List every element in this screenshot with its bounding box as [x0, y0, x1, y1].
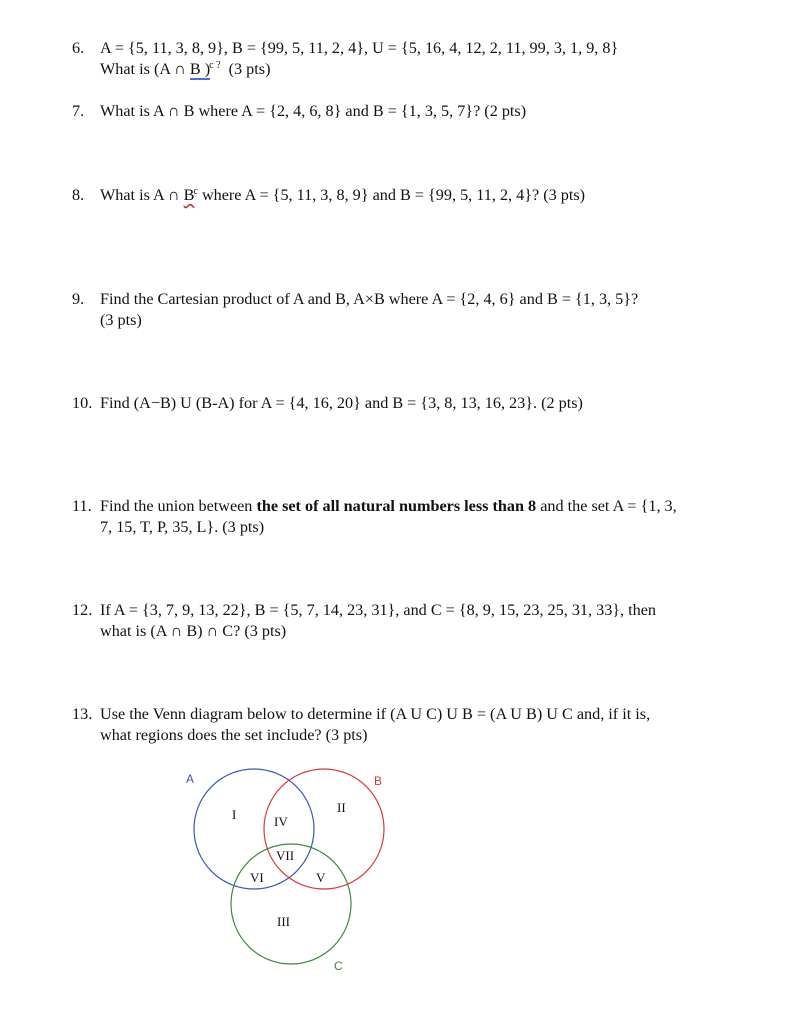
question-11: [72, 496, 762, 538]
question-number: 13.: [72, 705, 93, 723]
question-6-text-a: What is (A ∩: [100, 60, 190, 78]
region-label-ii: II: [337, 800, 346, 815]
question-8-text-b: B: [183, 186, 195, 204]
venn-diagram: [170, 765, 400, 975]
question-11-text-c: and the set A = {1, 3,: [536, 497, 677, 515]
question-8: [72, 185, 762, 208]
question-6: [72, 38, 762, 82]
question-7-line-1: What is A ∩ B where A = {2, 4, 6, 8} and B = {1, 3, 5, 7}? (2 pts): [100, 102, 527, 120]
question-12-line-2: what is (A ∩ B) ∩ C? (3 pts): [100, 622, 287, 640]
region-label-vi: VI: [250, 870, 264, 885]
region-label-v: V: [316, 870, 326, 885]
question-13: [72, 704, 762, 746]
complement-superscript: c: [193, 186, 198, 197]
question-11-line-2: 7, 15, T, P, 35, L}. (3 pts): [100, 518, 265, 536]
question-9: [72, 289, 762, 331]
question-12: [72, 600, 762, 642]
question-8-line-1: [72, 185, 762, 208]
question-number: 12.: [72, 601, 93, 619]
question-13-line-1: Use the Venn diagram below to determine if (A U C) U B = (A U B) U C and, if it is,: [100, 705, 651, 723]
question-8-text-c: where A = {5, 11, 3, 8, 9} and B = {99, 5, 11, 2, 4}? (3 pts): [197, 186, 586, 204]
set-a-label: A: [186, 772, 195, 786]
question-number: 6.: [72, 39, 85, 57]
set-c-label: C: [334, 959, 343, 973]
region-label-iv: IV: [274, 814, 288, 829]
question-7: [72, 101, 762, 122]
question-number: 9.: [72, 290, 85, 308]
question-6-line-2: [72, 59, 762, 82]
complement-superscript: c: [209, 60, 214, 71]
region-label-i: I: [232, 807, 237, 822]
question-13-line-2: what regions does the set include? (3 pts): [100, 726, 368, 744]
question-6-q: ?: [213, 60, 221, 71]
question-11-line-1: [72, 496, 762, 517]
question-number: 7.: [72, 102, 85, 120]
region-label-vii: VII: [276, 848, 295, 863]
question-11-text-a: Find the union between: [100, 497, 257, 515]
set-b-label: B: [374, 774, 383, 788]
question-10: [72, 393, 762, 414]
question-11-bold-text: the set of all natural numbers less than 8: [256, 497, 537, 515]
question-6-line-1: A = {5, 11, 3, 8, 9}, B = {99, 5, 11, 2, 4}, U = {5, 16, 4, 12, 2, 11, 99, 3, 1, 9, 8}: [100, 39, 619, 57]
question-9-line-1: Find the Cartesian product of A and B, A×B where A = {2, 4, 6} and B = {1, 3, 5}?: [100, 290, 639, 308]
question-number: 8.: [72, 186, 85, 204]
question-9-line-2: (3 pts): [100, 311, 142, 329]
question-number: 10.: [72, 394, 93, 412]
question-8-text-a: What is A ∩: [100, 186, 184, 204]
question-6-points: (3 pts): [220, 60, 271, 78]
region-label-iii: III: [277, 914, 290, 929]
question-12-line-1: If A = {3, 7, 9, 13, 22}, B = {5, 7, 14, 23, 31}, and C = {8, 9, 15, 23, 25, 31, 33}, then: [100, 601, 657, 619]
question-6-text-b: B ): [189, 60, 211, 78]
question-number: 11.: [72, 497, 92, 515]
question-10-line-1: Find (A−B) U (B-A) for A = {4, 16, 20} and B = {3, 8, 13, 16, 23}. (2 pts): [100, 394, 583, 412]
